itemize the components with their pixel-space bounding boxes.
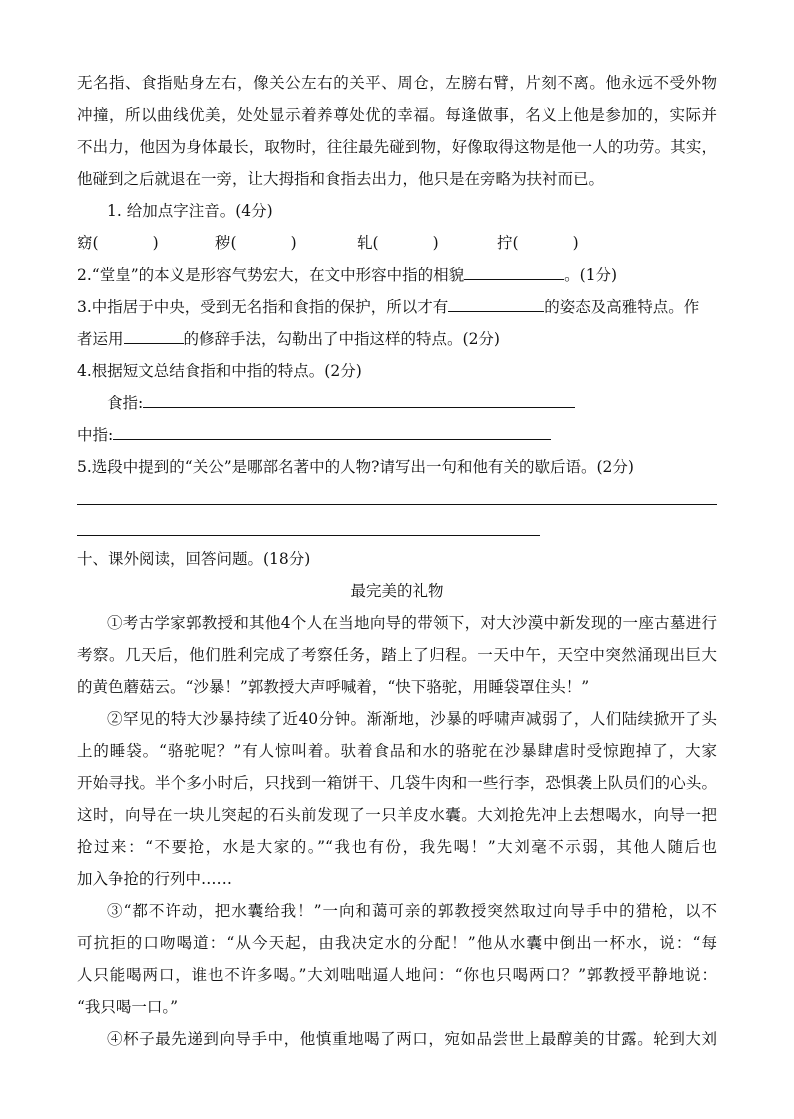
answer-blank[interactable] xyxy=(113,425,551,440)
pinyin-item-3: 轧( ) xyxy=(357,234,439,252)
question-3-line-2: 者运用 的修辞手法，勾勒出了中指这样的特点。(2分) xyxy=(77,330,500,348)
story-line: “我只喝一口。” xyxy=(77,998,179,1016)
answer-rule[interactable] xyxy=(77,535,540,536)
question-3-line-1: 3.中指居于中央，受到无名指和食指的保护，所以才有 的姿态及高雅特点。作 xyxy=(77,298,700,316)
story-line: 开始寻找。半个多小时后，只找到一箱饼干、几袋牛肉和一些行李，恐惧袭上队员们的心头。 xyxy=(77,774,717,792)
question-4: 4.根据短文总结食指和中指的特点。(2分) xyxy=(77,362,362,380)
story-line: 人只能喝两口，谁也不许多喝。”大刘咄咄逼人地问：“你也只喝两口？”郭教授平静地说： xyxy=(77,966,717,984)
answer-blank[interactable] xyxy=(143,393,575,408)
passage-line: 无名指、食指贴身左右，像关公左右的关平、周仓，左膀右臂，片刻不离。他永远不受外物 xyxy=(77,74,717,92)
story-line: ③“都不许动，把水囊给我！”一向和蔼可亲的郭教授突然取过向导手中的猎枪，以不 xyxy=(107,902,717,920)
answer-blank[interactable] xyxy=(464,265,564,280)
pinyin-item-4: 拧( ) xyxy=(497,234,579,252)
story-line: 可抗拒的口吻喝道：“从今天起，由我决定水的分配！”他从水囊中倒出一杯水，说：“每 xyxy=(77,934,717,952)
story-line: 的黄色蘑菇云。“沙暴！”郭教授大声呼喊着，“快下骆驼，用睡袋罩住头！” xyxy=(77,678,590,696)
story-line: ②罕见的特大沙暴持续了近40分钟。渐渐地，沙暴的呼啸声减弱了，人们陆续掀开了头 xyxy=(107,710,717,728)
section-heading: 十、课外阅读，回答问题。(18分) xyxy=(77,550,311,568)
question-2: 2.“堂皇”的本义是形容气势宏大，在文中形容中指的相貌 。(1分) xyxy=(77,266,618,284)
story-line: 抢过来：“不要抢，水是大家的。”“我也有份，我先喝！”大刘毫不示弱，其他人随后也 xyxy=(77,838,717,856)
answer-blank[interactable] xyxy=(124,329,184,344)
pinyin-item-2: 秽( ) xyxy=(215,234,297,252)
answer-rule[interactable] xyxy=(77,504,717,505)
answer-blank[interactable] xyxy=(448,297,544,312)
story-line: ④杯子最先递到向导手中，他慎重地喝了两口，宛如品尝世上最醇美的甘露。轮到大刘 xyxy=(107,1030,717,1048)
story-line: 上的睡袋。“骆驼呢？”有人惊叫着。驮着食品和水的骆驼在沙暴肆虐时受惊跑掉了，大家 xyxy=(77,742,717,760)
passage-line: 他碰到之后就退在一旁，让大拇指和食指去出力，他只是在旁略为扶衬而已。 xyxy=(77,170,605,188)
question-5: 5.选段中提到的“关公”是哪部名著中的人物?请写出一句和他有关的歇后语。(2分) xyxy=(77,458,634,476)
story-line: ①考古学家郭教授和其他4个人在当地向导的带领下，对大沙漠中新发现的一座古墓进行 xyxy=(107,614,717,632)
answer-line-food-finger: 食指: xyxy=(107,392,575,414)
question-1: 1. 给加点字注音。(4分) xyxy=(107,202,273,220)
passage-line: 不出力，他因为身体最长，取物时，往往最先碰到物，好像取得这物是他一人的功劳。其实， xyxy=(77,138,717,156)
story-line: 这时，向导在一块儿突起的石头前发现了一只羊皮水囊。大刘抢先冲上去想喝水，向导一把 xyxy=(77,806,717,824)
answer-line-middle-finger: 中指: xyxy=(77,424,551,446)
pinyin-item-1: 窈( ) xyxy=(77,234,159,252)
story-line: 考察。几天后，他们胜利完成了考察任务，踏上了归程。一天中午，天空中突然涌现出巨大 xyxy=(77,646,717,664)
story-title: 最完美的礼物 xyxy=(350,582,444,600)
story-line: 加入争抢的行列中…… xyxy=(77,870,233,888)
passage-line: 冲撞，所以曲线优美，处处显示着养尊处优的幸福。每逢做事，名义上他是参加的，实际并 xyxy=(77,106,717,124)
